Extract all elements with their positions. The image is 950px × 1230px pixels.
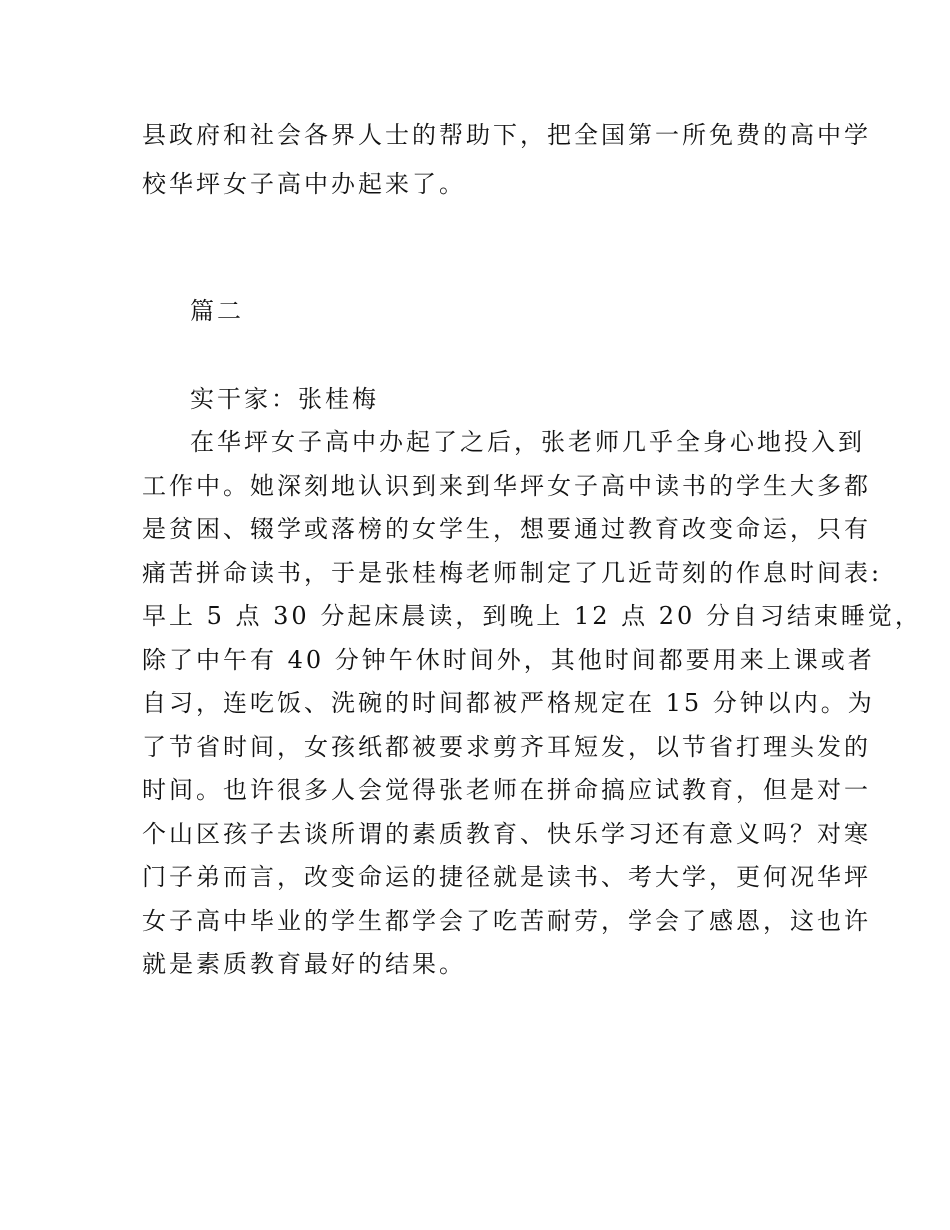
- subtitle: 实干家：张桂梅: [190, 385, 379, 413]
- body-line-8: 了节省时间，女孩纸都被要求剪齐耳短发，以节省打理头发的: [142, 733, 871, 761]
- body-line-11: 门子弟而言，改变命运的捷径就是读书、考大学，更何况华坪: [142, 863, 871, 891]
- intro-line-1: 县政府和社会各界人士的帮助下，把全国第一所免费的高中学: [142, 121, 871, 149]
- body-line-6: 除了中午有 40 分钟午休时间外，其他时间都要用来上课或者: [142, 646, 875, 674]
- section-title: 篇二: [190, 297, 244, 325]
- body-line-12: 女子高中毕业的学生都学会了吃苦耐劳，学会了感恩，这也许: [142, 907, 871, 935]
- body-line-4: 痛苦拼命读书，于是张桂梅老师制定了几近苛刻的作息时间表:: [142, 559, 883, 587]
- body-line-5: 早上 5 点 30 分起床晨读，到晚上 12 点 20 分自习结束睡觉，: [142, 602, 922, 630]
- body-line-9: 时间。也许很多人会觉得张老师在拼命搞应试教育，但是对一: [142, 776, 871, 804]
- body-line-13: 就是素质教育最好的结果。: [142, 950, 466, 978]
- intro-line-2: 校华坪女子高中办起来了。: [142, 170, 466, 198]
- body-line-7: 自习，连吃饭、洗碗的时间都被严格规定在 15 分钟以内。为: [142, 689, 875, 717]
- body-line-1: 在华坪女子高中办起了之后，张老师几乎全身心地投入到: [190, 428, 865, 456]
- body-line-10: 个山区孩子去谈所谓的素质教育、快乐学习还有意义吗？对寒: [142, 820, 871, 848]
- body-line-2: 工作中。她深刻地认识到来到华坪女子高中读书的学生大多都: [142, 472, 871, 500]
- body-line-3: 是贫困、辍学或落榜的女学生，想要通过教育改变命运，只有: [142, 515, 871, 543]
